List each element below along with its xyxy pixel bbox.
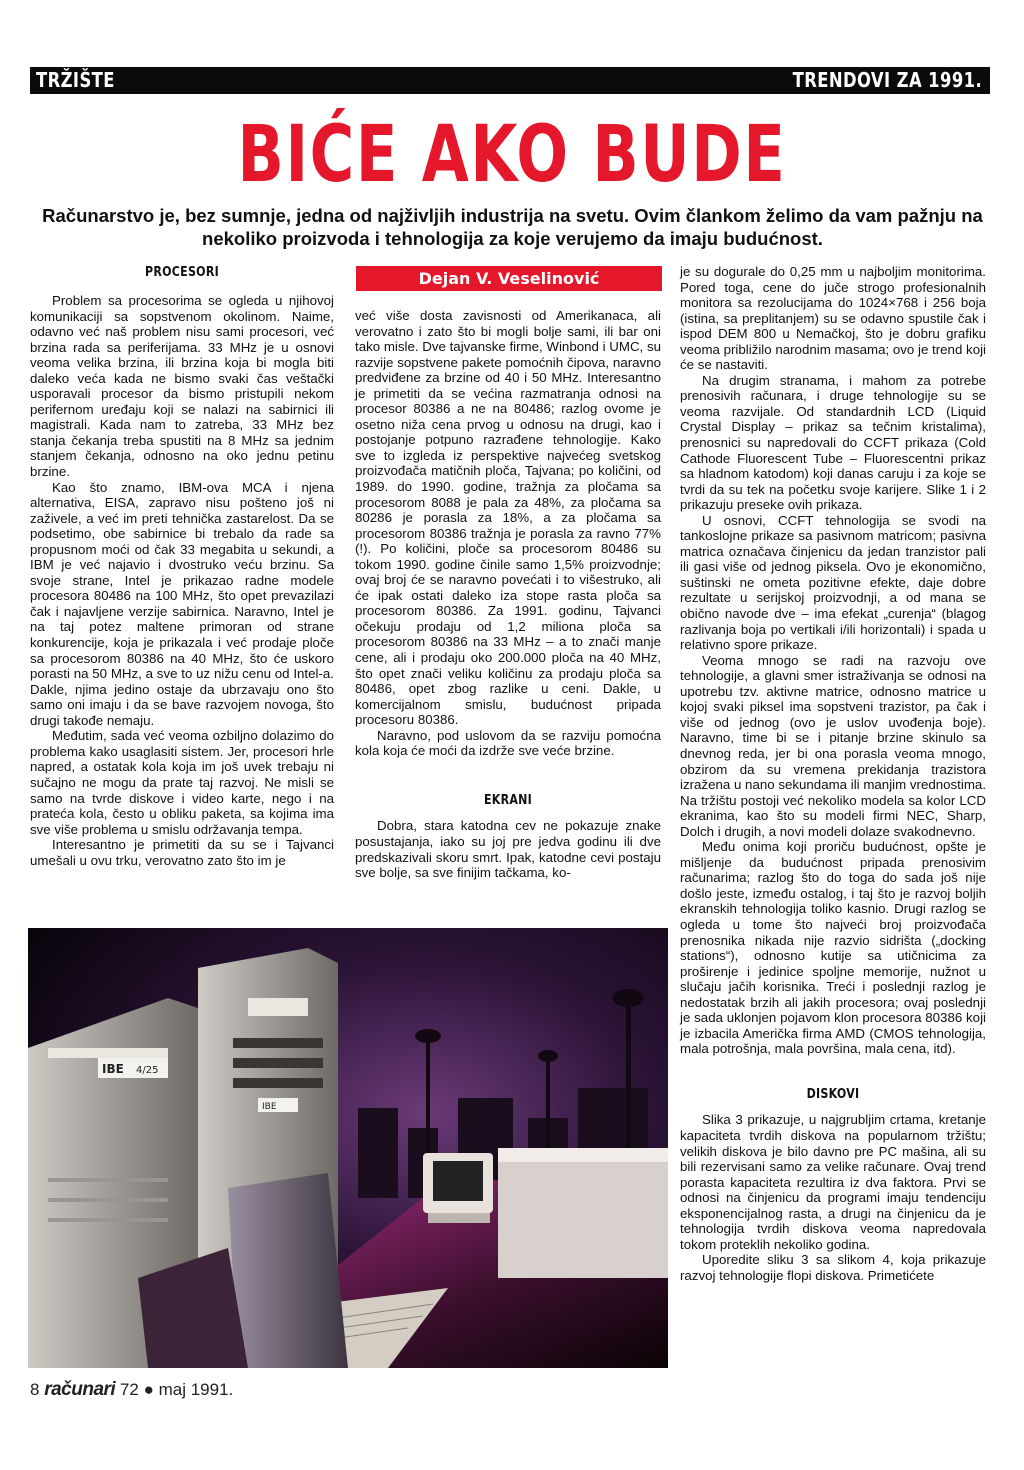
section-heading-procesori: PROCESORI bbox=[145, 265, 219, 280]
section-heading-ekrani: EKRANI bbox=[483, 792, 533, 808]
page-footer bbox=[30, 1379, 233, 1401]
paragraph: Naravno, pod uslovom da se razviju pomoćna kola koja će moći da izdrže sve veće brzine. bbox=[355, 727, 661, 759]
article-headline: BIĆE AKO BUDE bbox=[237, 110, 787, 200]
author-byline: Dejan V. Veselinović bbox=[356, 266, 662, 291]
paragraph: već više dosta zavisnosti od Amerikanaca, ali verovatno i zato što bi mogli bolje sami, ili bar oni tako misle. Dve tajvanske firme, Winbond i UMC, su razvije sopstvene pakete pomoćnih čipova, naravno predviđene za brzine od 40 i 50 MHz. Interesantno je primetiti da se većina razmatranja odnosi na procesor 80386 a ne na 80486; razlog ovome je osetno niža cena prvog u odnosu na drugi, kao i postojanje potpuno razrađene tehnologije. Kako sve to izgleda iz perspektive najvećeg svetskog proizvođača matičnih ploča, Tajvana; po količini, od 1989. do 1990. godine, tražnja za pločama sa procesorom 8088 je pala za 48%, za pločama sa 80286 je porasla za 18%, a za pločama sa procesorom 80386 tražnja je porasla za ravno 77% (!). Po količini, ploče sa procesorom 80486 su tokom 1990. godine činile samo 1,5% proizvodnje; ovaj broj će se naravno povećati i to višestruko, ali će ipak ostati daleko iza stope rasta ploča sa procesorom 80386. Za 1991. godinu, Tajvanci očekuju prodaju od 1,2 miliona ploča sa procesorom 80386 na 33 MHz – a to znači manje cene, ali i prodaju oko 200.000 ploča na 40 MHz, što opet znači veliku količinu za prodaju ploča sa 80486, opet zbog razlike u ceni. Dakle, u komercijalnom smislu, budućnost pripada procesoru 80386. bbox=[355, 308, 661, 728]
paragraph: U osnovi, CCFT tehnologija se svodi na tankoslojne prikaze sa pasivnom matricom; pasivna matrica označava činjenicu da jedan tranzistor pali ili gasi više od jednog piksela. Ovo je ekonomično, suštinski ne ometa pozitivne efekte, daje dobre rezultate u serijskoj proizvodnji, a od mana se obično navode dve – ima efekat „curenja“ (blagog razlivanja boja po vertikali i/ili horizontali) i spada u relativno spore prikaze. bbox=[680, 512, 986, 653]
paragraph: Veoma mnogo se radi na razvoju ove tehnologije, a glavni smer istraživanja se odnosi na upotrebu tzv. aktivne matrice, odnosno matrice u kojoj svaki piksel ima sopstveni trazistor, pa čak i više od jednog (ovo je uslov uvođenja boje). Naravno, time bi se i pitanje brzine skinulo sa dnevnog reda, jer bi ona porasla veoma mnogo, obzirom da su vremena prekidanja trazistora izražena u nano sekundama ili manjim vrednostima. Na tržištu postoji već nekoliko modela sa kolor LCD ekranima, kao što su modeli firmi NEC, Sharp, Dolch i drugih, a novi modeli dolaze svakodnevno. bbox=[680, 652, 986, 839]
paragraph: Uporedite sliku 3 sa slikom 4, koja prikazuje razvoj tehnologije flopi diskova. Primetićete bbox=[680, 1252, 986, 1283]
section-bar bbox=[30, 67, 990, 94]
paragraph: Na drugim stranama, i mahom za potrebe prenosivih računara, i druge tehnologije su se veoma razvijale. Od standardnih LCD (Liquid Crystal Display – prikaz sa tečnim kristalima), prenosnici su napredovali do CCFT prikaza (Cold Cathode Fluorescent Tube – Fluorescentni prikaz sa hladnom katodom) koji danas caruju i za koje se tvrdi da su tek na početku svoje karijere. Slike 1 i 2 prikazuju preseke ovih prikaza. bbox=[680, 372, 986, 513]
bullet-icon: ● bbox=[143, 1380, 154, 1399]
paragraph: Problem sa procesorima se ogleda u njihovoj komunikaciji sa sopstvenom okolinom. Naime, odavno već naš problem nisu sami procesori, već brzina rada sa periferijama. 33 MHz je u osnovi veoma velika brzina, ili brzina koja bi mogla biti daleko veća kada ne bismo svaki čas veštački usporavali procesor da bismo pristupili nekom perifernom uređaju koji se nalazi na sabirnici ili magistrali. Kada nam to zatreba, 33 MHz bez stanja čekanja treba spustiti na 8 MHz sa jednim stanjem čekanja, odnosno na oko jednu petinu brzine. bbox=[30, 293, 334, 480]
paragraph: Dobra, stara katodna cev ne pokazuje znake posustajanja, iako su joj pre jedva godinu ili dve predskazivali skoru smrt. Ipak, katodne cevi postaju sve bolje, sa sve finijim tačkama, ko- bbox=[355, 818, 661, 881]
article-lead: Računarstvo je, bez sumnje, jedna od najživljih industrija na svetu. Ovim člankom želimo da vam pažnju na nekoliko proizvoda i tehnologija za koje verujemo da imaju budućnost. bbox=[42, 205, 983, 249]
paragraph: Slika 3 prikazuje, u najgrubljim crtama, kretanje kapaciteta tvrdih diskova na popularnom tržištu; velikih diskova je bilo davno pre PC mašina, ali su bili rezervisani samo za velike računare. Ovaj trend porasta kapaciteta rezultira iz dva faktora. Prvi se odnosi na činjenicu da programi imaju tendenciju eksponencijalnog rasta, a drugi na činjenicu da je tehnologija tvrdih diskova veoma napredovala tokom proteklih nekoliko godina. bbox=[680, 1112, 986, 1252]
paragraph: Među onima koji proriču budućnost, opšte je mišljenje da budućnost pripada prenosivim računarima; razlog što do toga do sada još nije došlo jeste, između ostalog, i taj što je razvoj boljih ekranskih tehnologija toliko kasnio. Drugi razlog se ogleda u tome što najveći broj proizvođača prenosnika nikada nije razvio sidrišta („docking stations“), odnosno kutije sa utičnicima za proširenje i jedinice spoljne memorije, nužnot u slučaju jačih korisnika. Treći i poslednji razlog je nedostatak brzih ali jakih procesora; ovaj poslednji je sada uklonjen pojavom klon procesora 80386 koji je izbacila Američka firma AMD (CMOS tehnologija, mala potrošnja, mala površina, mala cena, itd). bbox=[680, 839, 986, 1057]
rubric-label: TRENDOVI ZA 1991. bbox=[792, 68, 982, 92]
paragraph: Međutim, sada već veoma ozbiljno dolazimo do problema kako usaglasiti sistem. Jer, procesori hrle napred, a ostatak kola koja im još uvek trebaju ni sučajno ne mogu da prate taj razvoj. Ne misli se samo na tvrde diskove i video karte, nego i na prateća kola, često u obliku paketa, sa kojima ima sve više problema u smislu održavanja tempa. bbox=[30, 728, 334, 837]
column-1 bbox=[30, 293, 334, 868]
section-heading-diskovi: DISKOVI bbox=[806, 1086, 860, 1102]
issue-number: 72 bbox=[119, 1380, 139, 1399]
magazine-brand: računari bbox=[44, 1379, 116, 1400]
paragraph: Interesantno je primetiti da su se i Tajvanci umešali u ovu trku, verovatno zato što im je bbox=[30, 837, 334, 868]
computer-scene-photo bbox=[28, 928, 668, 1368]
paragraph: je su dogurale do 0,25 mm u najboljim monitorima. Pored toga, cene do juče strogo profesionalnih monitora sa rezolucijama do 1024×768 i 256 boja (istina, sa preplitanjem) su se odavno spustile čak i ispod DEM 800 u Nemačkoj, što je dobru grafiku veoma približilo narodnim masama; ovo je trend koji će se nastaviti. bbox=[680, 264, 986, 373]
issue-date: maj 1991. bbox=[158, 1380, 234, 1399]
case-badge-text: IBE bbox=[102, 1062, 124, 1076]
case-badge-model: 4/25 bbox=[136, 1065, 159, 1076]
paragraph: Kao što znamo, IBM-ova MCA i njena alternativa, EISA, zapravo nisu pošteno još ni zaživele, a već im preti tehnička zastarelost. Da se podsetimo, obe sabirnice bi trebalo da rade sa propusnom moći od čak 33 megabita u sekundi, a IBM je već najavio i dvostruko veću brzinu. Sa svoje strane, Intel je prikazao radne modele procesora 80486 na 100 MHz, što opet prevazilazi čak i najavljene verzije sabirnica. Naravno, Intel je na taj potez maltene primoran od strane konkurencije, koja je prikazala i već prodaje ploče sa procesorom 80386 na 40 MHz, što će uskoro porasti na 50 MHz, a sve to uz nižu cenu od Intel-a. Dakle, njima jedino ostaje da ubrzavaju ono što samo oni imaju i da se bave razvojem novoga, što drugi takođe nemaju. bbox=[30, 479, 334, 728]
photo-illustration bbox=[28, 928, 668, 1368]
case-label-text: IBE bbox=[262, 1102, 277, 1112]
page-number: 8 bbox=[30, 1380, 40, 1399]
column-3 bbox=[680, 264, 986, 1283]
column-2 bbox=[355, 308, 661, 881]
section-label: TRŽIŠTE bbox=[36, 68, 115, 92]
